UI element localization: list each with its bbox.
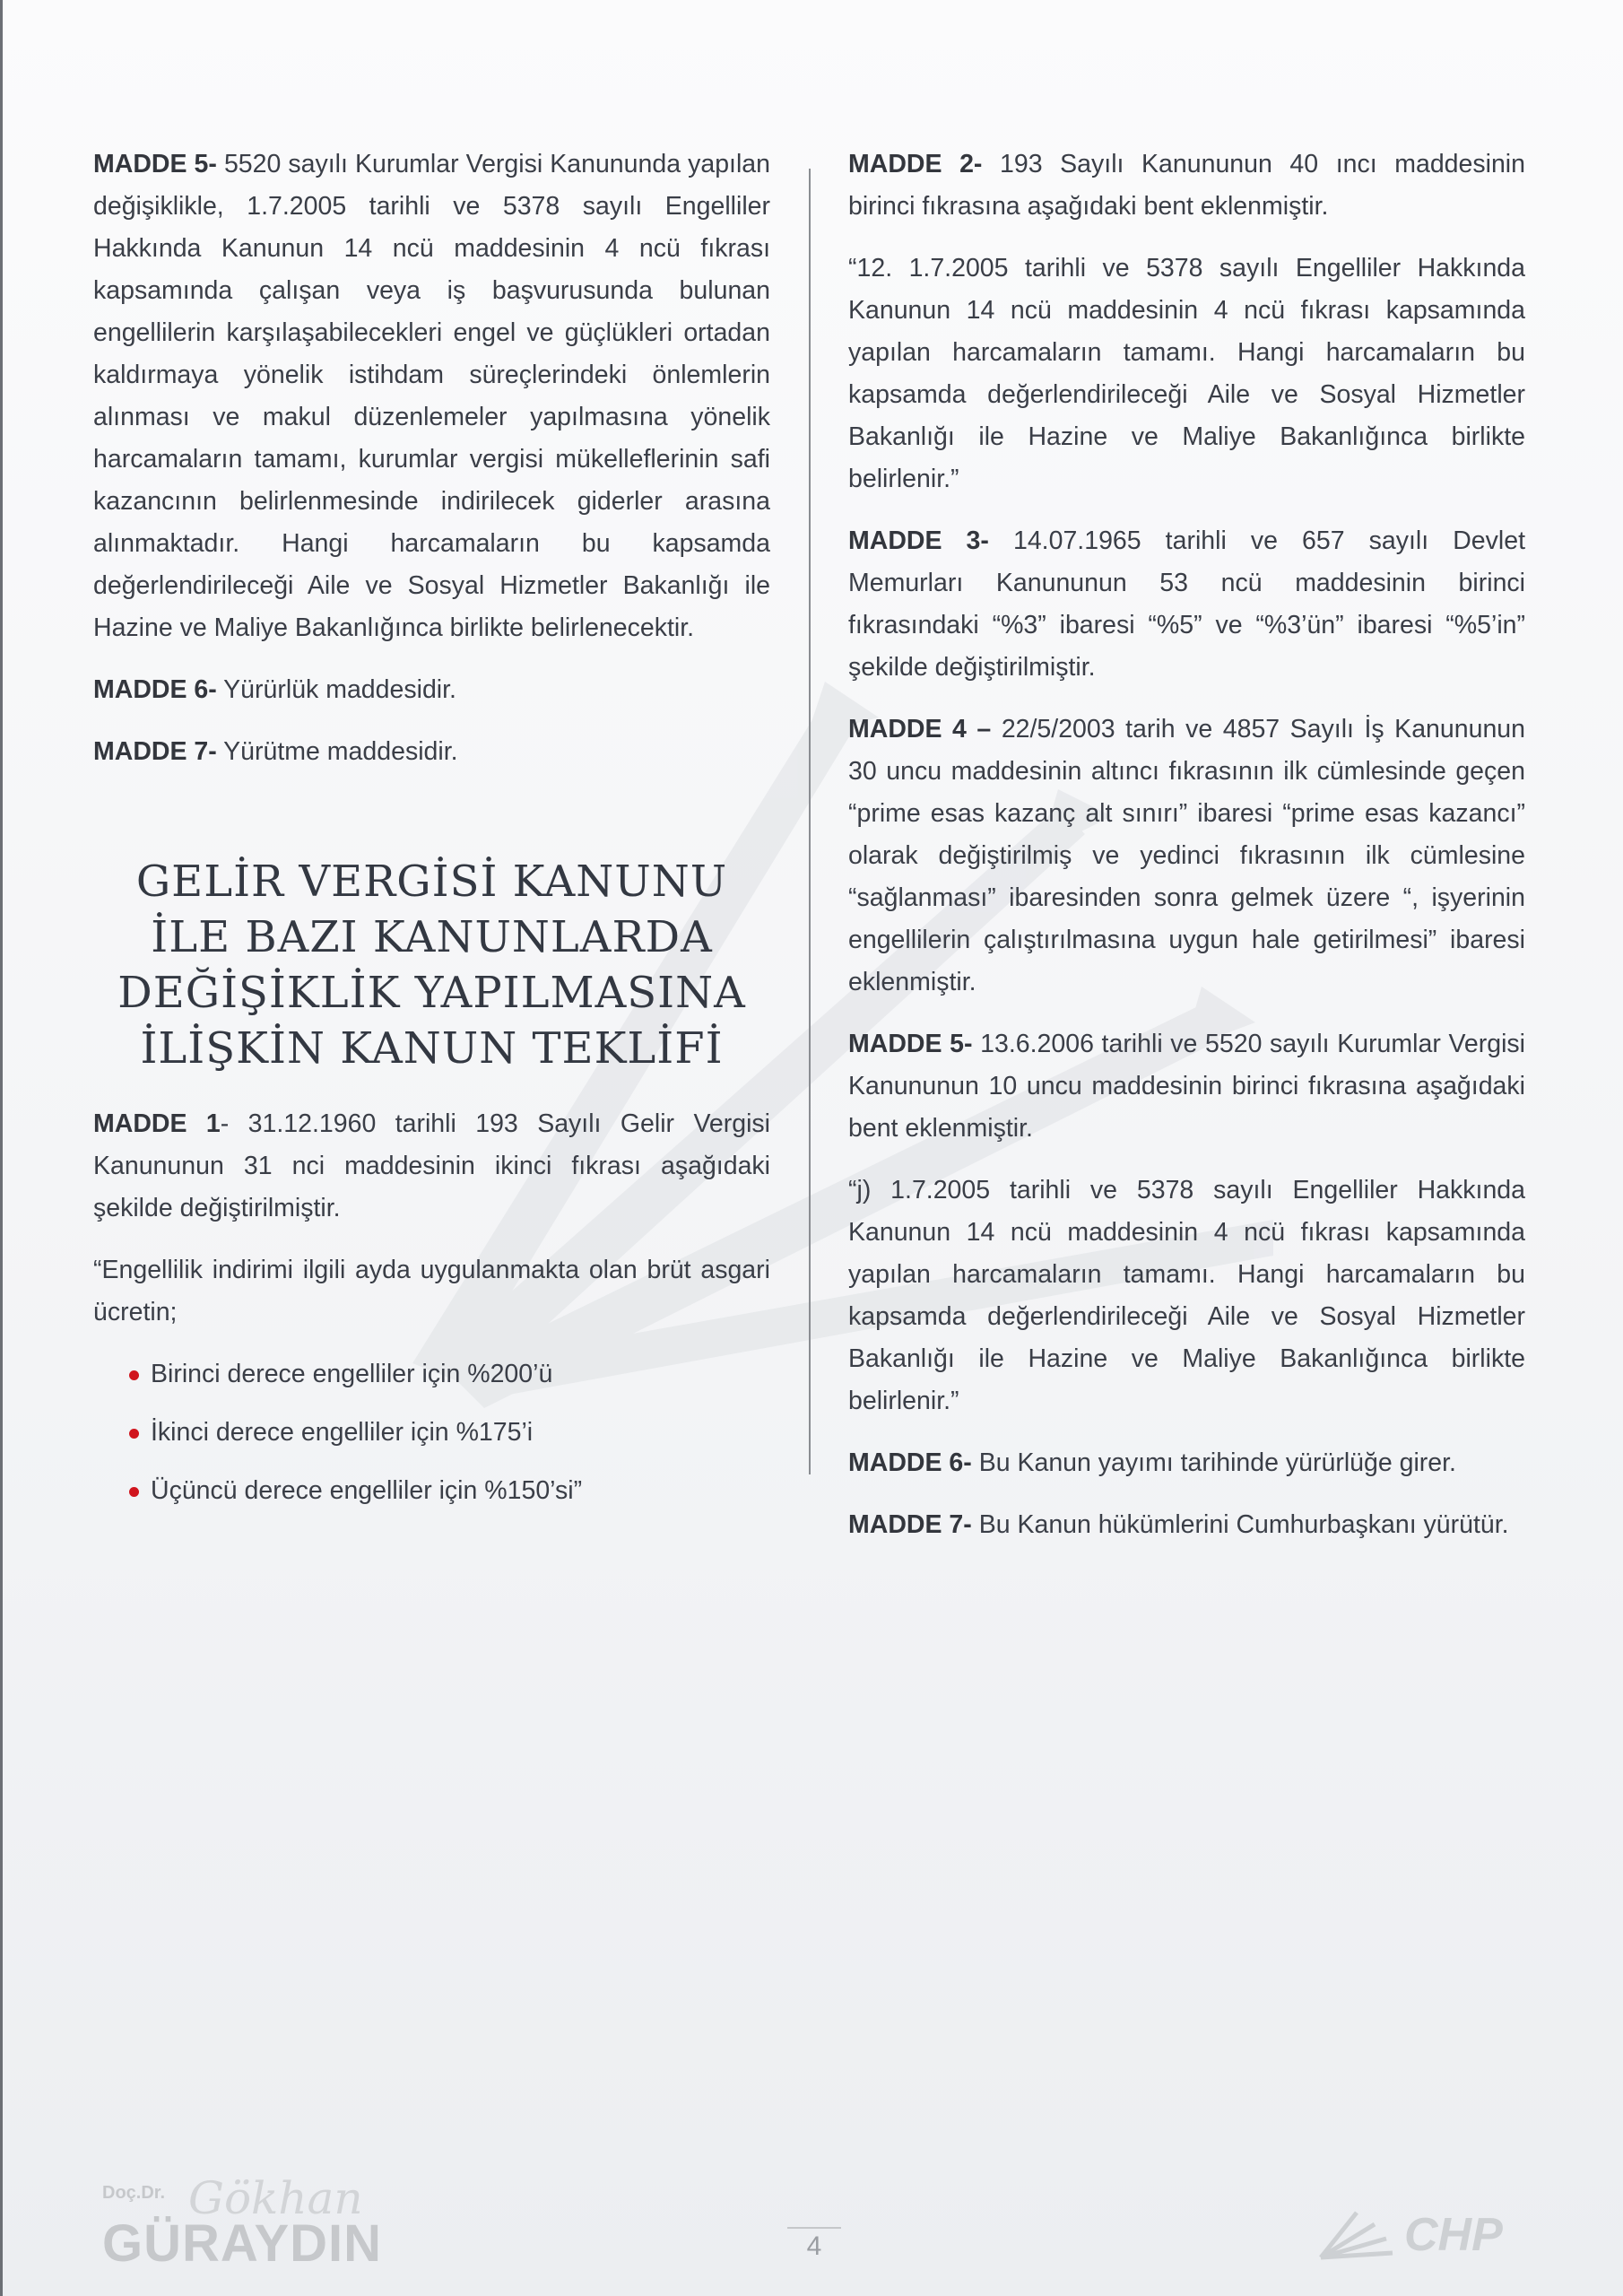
right-madde-4: [848, 709, 1525, 1004]
left-madde-1: [93, 1103, 770, 1230]
bullet-icon: [129, 1370, 139, 1380]
article-label: MADDE 4 –: [848, 715, 992, 744]
article-text: - 31.12.1960 tarihli 193 Sayılı Gelir Vergisi Kanununun 31 nci maddesinin ikinci fıkrası aşağıdaki şekilde değiştirilmiştir.: [93, 1109, 770, 1222]
article-text: Yürürlük maddesidir.: [223, 675, 456, 704]
left-madde-6: [93, 669, 770, 711]
list-item-text: Birinci derece engelliler için %200’ü: [151, 1360, 553, 1388]
left-column: [93, 144, 770, 1528]
left-madde-7: [93, 731, 770, 773]
disability-deduction-quote: “Engellilik indirimi ilgili ayda uygulanmakta olan brüt asgari ücretin;: [93, 1256, 770, 1326]
article-label: MADDE 7-: [848, 1510, 972, 1539]
bullet-icon: [129, 1429, 139, 1439]
proposal-title: GELİR VERGİSİ KANUNU İLE BAZI KANUNLARDA DEĞİŞİKLİK YAPILMASINA İLİŞKİN KANUN TEKLİFİ: [117, 857, 746, 1074]
article-text: Bu Kanun hükümlerini Cumhurbaşkanı yürütür.: [978, 1510, 1509, 1539]
degree-list: [93, 1353, 770, 1512]
column-divider: [809, 169, 811, 1474]
author-signature: Gökhan: [188, 2172, 363, 2224]
list-item: [126, 1470, 770, 1512]
author-name: GÜRAYDIN: [102, 2214, 383, 2273]
article-label: MADDE 3-: [848, 526, 989, 555]
author-title: Doç.Dr.: [102, 2183, 166, 2203]
article-label: MADDE 7-: [93, 737, 217, 766]
list-item: [126, 1353, 770, 1396]
article-text: 193 Sayılı Kanununun 40 ıncı maddesinin birinci fıkrasına aşağıdaki bent eklenmiştir.: [848, 150, 1525, 221]
article-text: 22/5/2003 tarih ve 4857 Sayılı İş Kanununun 30 uncu maddesinin altıncı fıkrasının ilk cümlesinde geçen “prime esas kazanç alt sınırı” ibaresi “prime esas kazancı” olarak değiştirilmiş ve yedinci fıkrasının ilk cümlesine “sağlanması” ibaresinden sonra gelmek üzere “, işyerinin engellilerin çalıştırılmasına uygun hale getirilmesi” ibaresi eklenmiştir.: [848, 715, 1525, 996]
article-label: MADDE 2-: [848, 150, 983, 178]
article-text: 5520 sayılı Kurumlar Vergisi Kanununda yapılan değişiklikle, 1.7.2005 tarihli ve 5378 sayılı Engelliler Hakkında Kanunun 14 ncü maddesinin 4 ncü fıkrası kapsamında çalışan veya iş başvurusunda bulunan engellilerin karşılaşabilecekleri engel ve güçlükleri ortadan kaldırmaya yönelik istihdam süreçlerindeki önlemlerin alınması ve makul düzenlemeler yapılmasına yönelik harcamaların tamamı, kurumlar vergisi mükelleflerinin safi kazancının belirlenmesinde indirilecek giderler arasına alınmaktadır. Hangi harcamaların bu kapsamda değerlendirileceği Aile ve Sosyal Hizmetler Bakanlığı ile Hazine ve Maliye Bakanlığınca birlikte belirlenecektir.: [93, 150, 770, 642]
right-madde-2: [848, 144, 1525, 228]
article-label: MADDE 1: [93, 1109, 221, 1138]
article-label: MADDE 6-: [848, 1448, 972, 1477]
author-logo: [99, 2172, 383, 2273]
quote-j: “j) 1.7.2005 tarihli ve 5378 sayılı Engelliler Hakkında Kanunun 14 ncü maddesinin 4 ncü fıkrası kapsamında yapılan harcamaların tamamı. Hangi harcamaların bu kapsamda değerlendirileceği Aile ve Sosyal Hizmetler Bakanlığı ile Hazine ve Maliye Bakanlığınca birlikte belirlenir.”: [848, 1176, 1525, 1415]
page-left-border: [0, 0, 3, 2296]
article-text: Yürütme maddesidir.: [223, 737, 458, 766]
party-logo: [1316, 2208, 1523, 2262]
right-column: [848, 144, 1525, 1566]
right-madde-7: [848, 1504, 1525, 1546]
article-label: MADDE 5-: [93, 150, 217, 178]
article-label: MADDE 6-: [93, 675, 217, 704]
quote-12: “12. 1.7.2005 tarihli ve 5378 sayılı Engelliler Hakkında Kanunun 14 ncü maddesinin 4 ncü fıkrası kapsamında yapılan harcamaların tamamı. Hangi harcamaların bu kapsamda değerlendirileceği Aile ve Sosyal Hizmetler Bakanlığı ile Hazine ve Maliye Bakanlığınca birlikte belirlenir.”: [848, 254, 1525, 493]
article-text: 13.6.2006 tarihli ve 5520 sayılı Kurumlar Vergisi Kanununun 10 uncu maddesinin birinci fıkrasına aşağıdaki bent eklenmiştir.: [848, 1030, 1525, 1143]
list-item-text: Üçüncü derece engelliler için %150’si”: [151, 1476, 583, 1505]
article-text: 14.07.1965 tarihli ve 657 sayılı Devlet Memurları Kanununun 53 ncü maddesinin birinci fıkrasındaki “%3” ibaresi “%5” ve “%3’ün” ibaresi “%5’in” şekilde değiştirilmiştir.: [848, 526, 1525, 682]
right-madde-5: [848, 1023, 1525, 1150]
page-number: 4: [806, 2231, 822, 2261]
party-arrows-icon: [1316, 2208, 1397, 2262]
bullet-icon: [129, 1487, 139, 1497]
list-item-text: İkinci derece engelliler için %175’i: [151, 1418, 534, 1447]
page-number-rule: [787, 2227, 841, 2229]
right-madde-6: [848, 1442, 1525, 1484]
left-madde-5: [93, 144, 770, 649]
right-madde-3: [848, 520, 1525, 689]
article-label: MADDE 5-: [848, 1030, 973, 1058]
list-item: [126, 1412, 770, 1454]
article-text: Bu Kanun yayımı tarihinde yürürlüğe girer.: [978, 1448, 1456, 1477]
party-logo-text: CHP: [1404, 2209, 1503, 2261]
